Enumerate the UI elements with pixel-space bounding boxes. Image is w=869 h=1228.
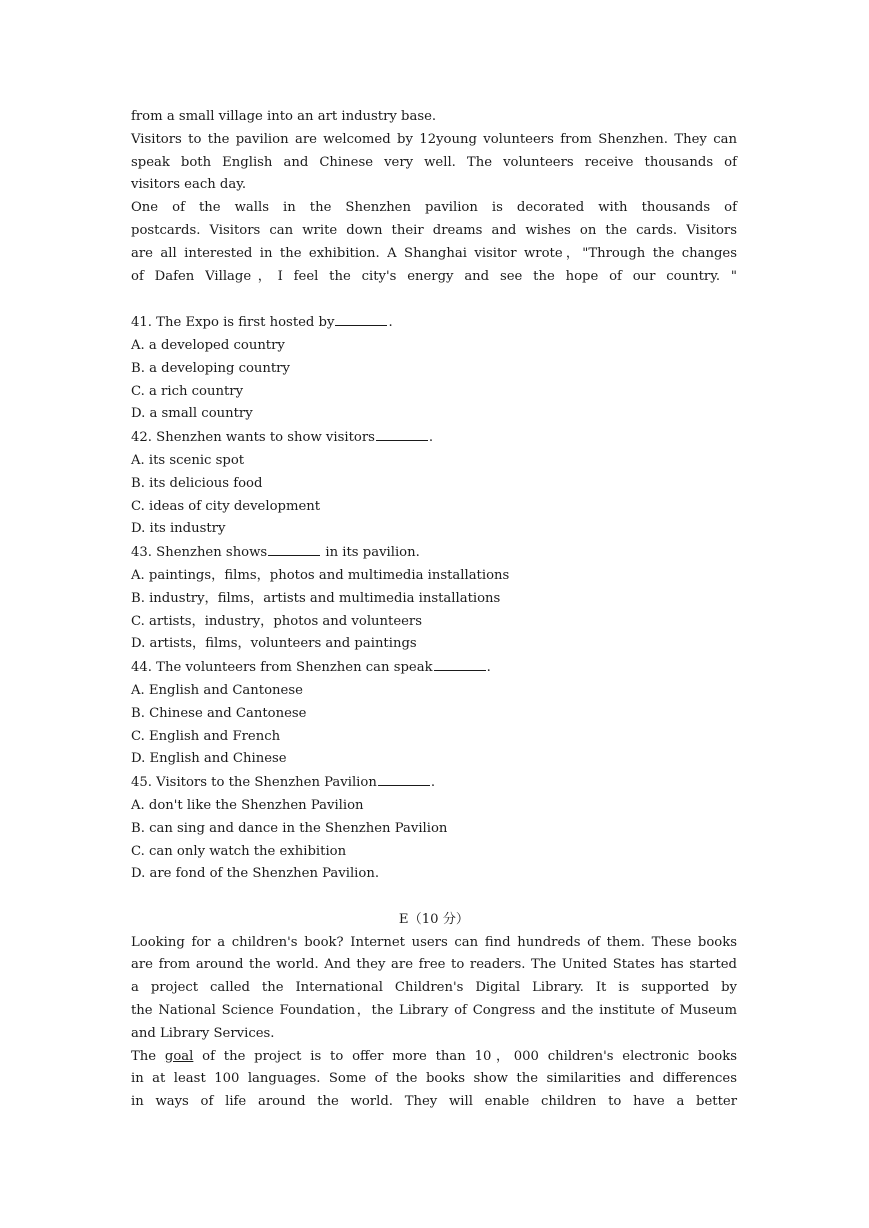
stem-text-after: .	[486, 660, 491, 676]
passage-line: One of the walls in the Shenzhen pavilion is decorated with thousands of	[131, 200, 737, 216]
question-stem	[131, 656, 737, 680]
passage-line: Visitors to the pavilion are welcomed by 12young volunteers from Shenzhen. They can	[131, 131, 737, 147]
option-d: D. its industry	[131, 521, 226, 537]
passage-line: a project called the International Children's Digital Library. It is supported by	[131, 980, 737, 996]
section-e-title: E（10 分）	[398, 911, 470, 927]
question-stem	[131, 771, 737, 795]
question-stem	[131, 426, 737, 450]
option-b: B. a developing country	[131, 360, 290, 376]
answer-blank	[376, 426, 428, 441]
answer-blank	[268, 541, 320, 556]
option-c: C. artists，industry，photos and volunteers	[131, 613, 423, 629]
option-d: D. a small country	[131, 406, 253, 422]
passage-line: speak both English and Chinese very well. The volunteers receive thousands of	[131, 154, 737, 170]
stem-text: 45. Visitors to the Shenzhen Pavilion	[131, 775, 377, 791]
stem-text-after: .	[388, 315, 393, 331]
option-d: D. English and Chinese	[131, 751, 287, 767]
passage-line: visitors each day.	[131, 177, 247, 193]
question-stem	[131, 311, 737, 335]
option-a: A. English and Cantonese	[131, 682, 303, 698]
passage-line: postcards. Visitors can write down their dreams and wishes on the cards. Visitors	[131, 222, 737, 238]
stem-text: 43. Shenzhen shows	[131, 545, 268, 561]
question-41	[131, 311, 737, 426]
option-d: D. artists，films，volunteers and paintings	[131, 636, 417, 652]
option-c: C. a rich country	[131, 383, 244, 399]
question-44	[131, 656, 737, 771]
passage-line: of Dafen Village，I feel the city's energy and see the hope of our country. "	[131, 268, 737, 284]
option-c: C. ideas of city development	[131, 498, 321, 514]
question-45	[131, 771, 737, 886]
stem-text: 44. The volunteers from Shenzhen can speak	[131, 660, 433, 676]
option-a: A. paintings，films，photos and multimedia installations	[131, 567, 510, 583]
option-b: B. industry，films，artists and multimedia installations	[131, 590, 501, 606]
question-43	[131, 541, 737, 656]
document-page	[131, 106, 737, 1114]
passage-d	[131, 106, 737, 288]
stem-text: 42. Shenzhen wants to show visitors	[131, 430, 375, 446]
answer-blank	[335, 311, 387, 326]
question-42	[131, 426, 737, 541]
underlined-word: goal	[164, 1048, 194, 1064]
passage-line: Looking for a children's book? Internet users can find hundreds of them. These books	[131, 934, 737, 950]
answer-blank	[434, 656, 486, 671]
spacer	[131, 288, 737, 311]
passage-line: are from around the world. And they are free to readers. The United States has started	[131, 957, 737, 973]
passage-line: are all interested in the exhibition. A Shanghai visitor wrote，"Through the changes	[131, 245, 737, 261]
option-c: C. can only watch the exhibition	[131, 843, 347, 859]
answer-blank	[378, 771, 430, 786]
option-a: A. a developed country	[131, 337, 285, 353]
option-b: B. Chinese and Cantonese	[131, 705, 307, 721]
stem-text-after: .	[428, 430, 434, 446]
passage-line: in at least 100 languages. Some of the books show the similarities and differences	[131, 1071, 737, 1087]
option-b: B. can sing and dance in the Shenzhen Pavilion	[131, 820, 448, 836]
option-c: C. English and French	[131, 728, 281, 744]
option-b: B. its delicious food	[131, 475, 263, 491]
passage-line: the National Science Foundation，the Library of Congress and the institute of Museum	[131, 1003, 737, 1019]
stem-text: 41. The Expo is first hosted by	[131, 315, 335, 331]
text-run: of the project is to offer more than 10，000 children's electronic books	[193, 1048, 737, 1064]
stem-text-after: .	[430, 775, 436, 791]
passage-e	[131, 932, 737, 1114]
stem-text-after: in its pavilion.	[321, 545, 420, 561]
option-a: A. its scenic spot	[131, 452, 245, 468]
text-run: The	[131, 1048, 165, 1064]
spacer	[131, 886, 737, 909]
passage-line: from a small village into an art industry base.	[131, 109, 437, 124]
question-stem	[131, 541, 737, 565]
passage-line	[131, 1046, 737, 1069]
passage-line: in ways of life around the world. They will enable children to have a better	[131, 1094, 737, 1110]
passage-line: and Library Services.	[131, 1025, 275, 1041]
option-d: D. are fond of the Shenzhen Pavilion.	[131, 866, 380, 882]
option-a: A. don't like the Shenzhen Pavilion	[131, 797, 364, 813]
